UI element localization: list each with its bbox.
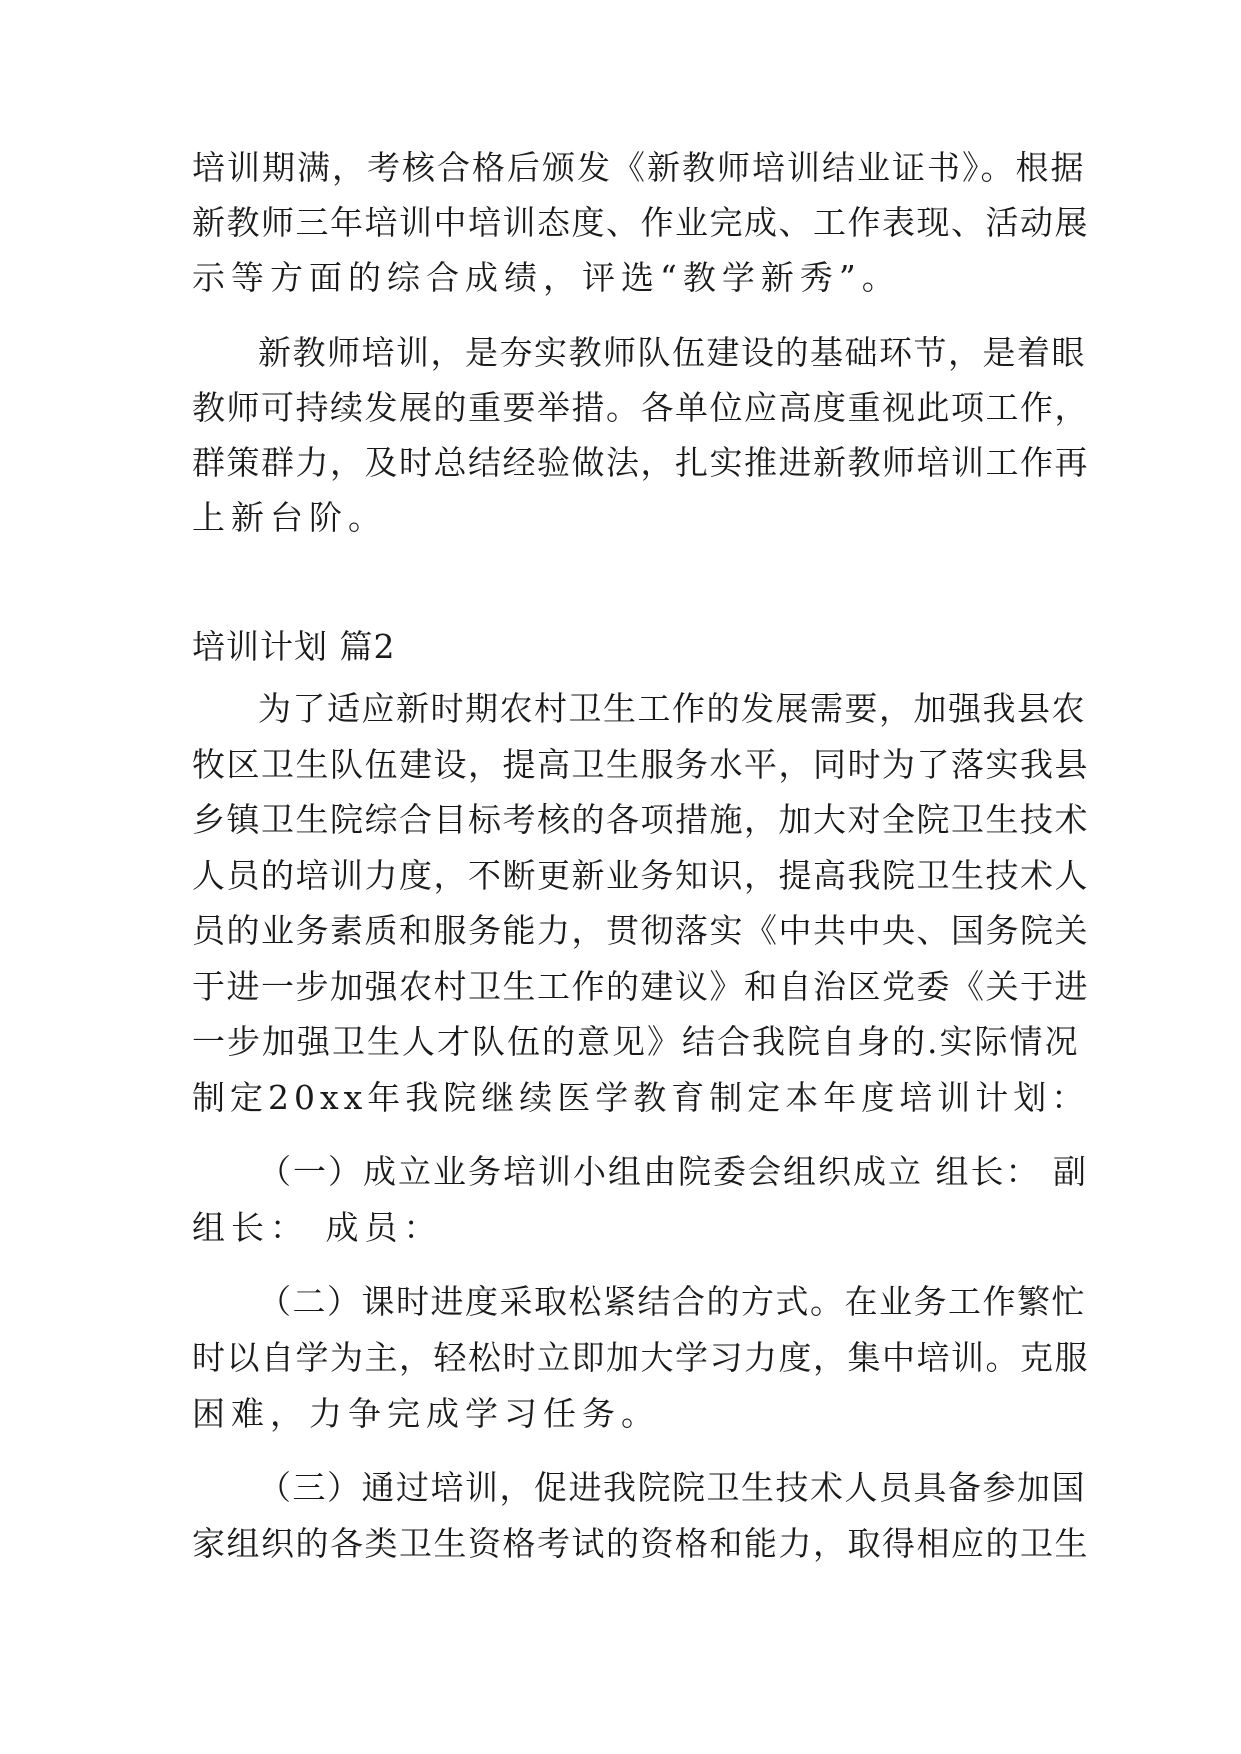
section-heading: 培训计划 篇2 [192,627,396,666]
text-line: 上新台阶。 [192,498,387,537]
text-line: （三）通过培训，促进我院院卫生技术人员具备参加国 [258,1468,1086,1507]
text-line: 示等方面的综合成绩，评选“教学新秀”。 [192,258,901,297]
text-line: 新教师三年培训中培训态度、作业完成、工作表现、活动展 [192,203,1089,242]
text-line: 牧区卫生队伍建设，提高卫生服务水平，同时为了落实我县 [192,745,1089,784]
text-line: 乡镇卫生院综合目标考核的各项措施，加大对全院卫生技术 [192,800,1089,839]
text-line: （二）课时进度采取松紧结合的方式。在业务工作繁忙 [258,1282,1086,1321]
text-line: 为了适应新时期农村卫生工作的发展需要，加强我县农 [258,689,1086,728]
text-line: 培训期满，考核合格后颁发《新教师培训结业证书》。根据 [192,148,1086,187]
text-line: 新教师培训，是夯实教师队伍建设的基础环节，是着眼 [258,333,1086,372]
text-line: 员的业务素质和服务能力，贯彻落实《中共中央、国务院关 [192,911,1089,950]
text-line: 组长： 成员： [192,1208,443,1247]
text-line: （一）成立业务培训小组由院委会组织成立 组长： 副 [258,1152,1088,1191]
text-line: 困难，力争完成学习任务。 [192,1394,660,1433]
text-line: 教师可持续发展的重要举措。各单位应高度重视此项工作， [192,388,1089,427]
text-line: 一步加强卫生人才队伍的意见》结合我院自身的.实际情况 [192,1022,1080,1061]
text-line: 制定20xx年我院继续医学教育制定本年度培训计划： [192,1078,1090,1117]
text-line: 家组织的各类卫生资格考试的资格和能力，取得相应的卫生 [192,1524,1089,1563]
text-line: 群策群力，及时总结经验做法，扎实推进新教师培训工作再 [192,443,1089,482]
text-line: 于进一步加强农村卫生工作的建议》和自治区党委《关于进 [192,967,1089,1006]
text-line: 人员的培训力度，不断更新业务知识，提高我院卫生技术人 [192,856,1089,895]
text-line: 时以自学为主，轻松时立即加大学习力度，集中培训。克服 [192,1338,1089,1377]
